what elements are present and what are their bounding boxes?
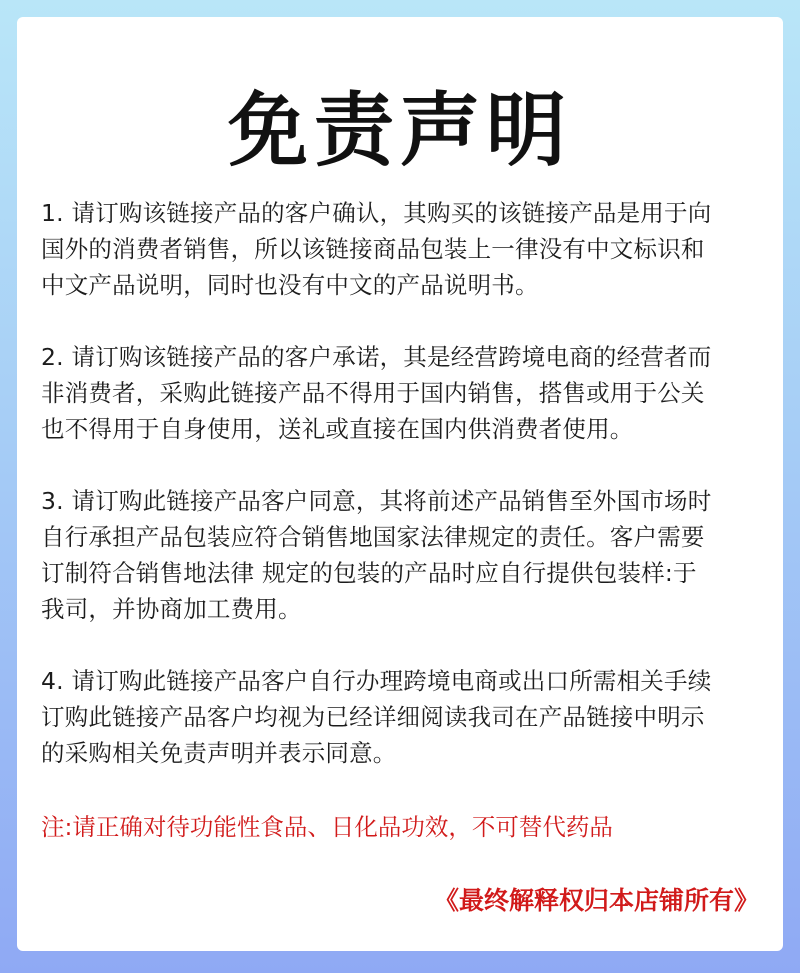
disclaimer-card bbox=[17, 17, 783, 951]
clause-4 bbox=[41, 663, 763, 771]
clause-2-line-3: 也不得用于自身使用，送礼或直接在国内供消费者使用。 bbox=[41, 415, 634, 443]
clause-3-line-3: 订制符合销售地法律 规定的包装的产品时应自行提供包装样:于 bbox=[41, 559, 697, 587]
clause-3-line-2: 自行承担产品包装应符合销售地国家法律规定的责任。客户需要 bbox=[41, 523, 705, 551]
warning-note: 注:请正确对待功能性食品、日化品功效，不可替代药品 bbox=[41, 813, 613, 841]
page-title: 免责声明 bbox=[228, 84, 572, 177]
clause-2-line-1: 2. 请订购该链接产品的客户承诺，其是经营跨境电商的经营者而 bbox=[41, 343, 712, 371]
clause-1-line-2: 国外的消费者销售，所以该链接商品包装上一律没有中文标识和 bbox=[41, 235, 705, 263]
clause-4-line-2: 订购此链接产品客户均视为已经详细阅读我司在产品链接中明示 bbox=[41, 703, 705, 731]
clause-2-line-2: 非消费者，采购此链接产品不得用于国内销售，搭售或用于公关 bbox=[41, 379, 705, 407]
clause-3-line-1: 3. 请订购此链接产品客户同意，其将前述产品销售至外国市场时 bbox=[41, 487, 712, 515]
clause-2 bbox=[41, 339, 763, 447]
clause-4-line-1: 4. 请订购此链接产品客户自行办理跨境电商或出口所需相关手续 bbox=[41, 667, 712, 695]
final-interpretation-footer: 《最终解释权归本店铺所有》 bbox=[433, 886, 759, 915]
clause-4-line-3: 的采购相关免责声明并表示同意。 bbox=[41, 739, 397, 767]
clause-1-line-3: 中文产品说明，同时也没有中文的产品说明书。 bbox=[41, 271, 539, 299]
clause-1-line-1: 1. 请订购该链接产品的客户确认，其购买的该链接产品是用于向 bbox=[41, 199, 712, 227]
clause-3-line-4: 我司，并协商加工费用。 bbox=[41, 595, 302, 623]
clause-1 bbox=[41, 195, 763, 303]
clause-3 bbox=[41, 483, 763, 627]
